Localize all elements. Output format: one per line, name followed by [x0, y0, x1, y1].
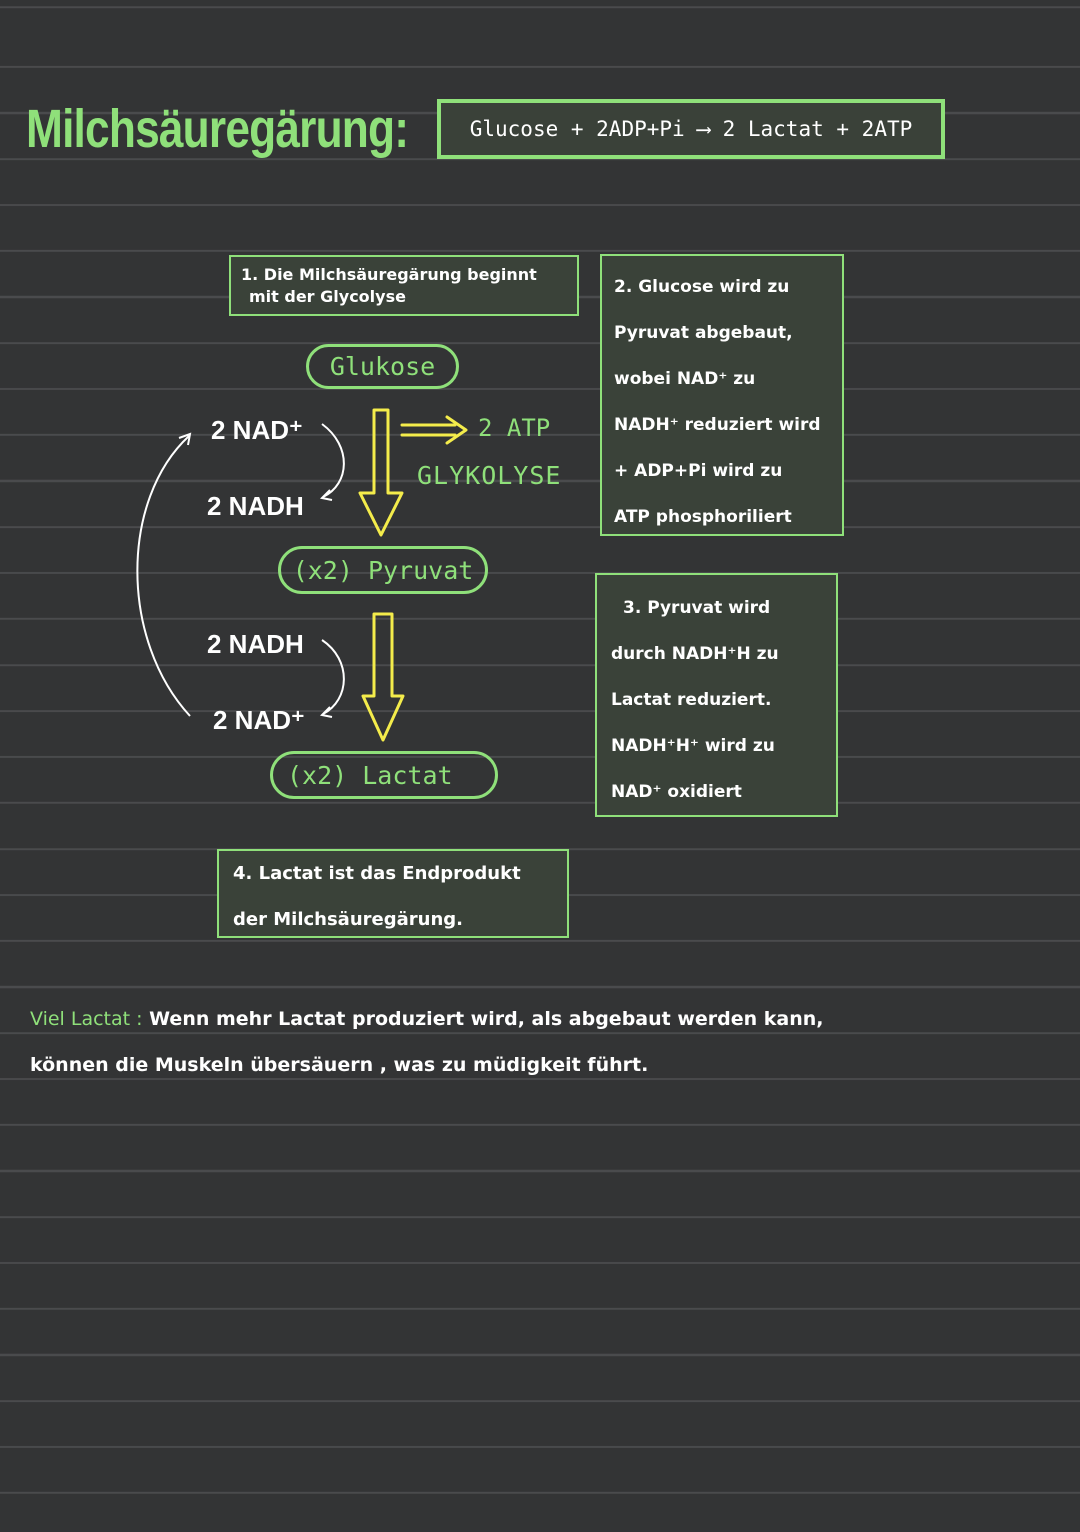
note-line-1 [30, 996, 1050, 1042]
step-3-line-1: 3. Pyruvat wird [623, 598, 771, 618]
nad-curve-arrow-1 [322, 424, 344, 497]
note-section [30, 996, 1050, 1088]
step-2-line-4: NADH⁺ reduziert wird [614, 415, 821, 435]
step-3-line-5: NAD⁺ oxidiert [611, 782, 742, 802]
step-2-line-3: wobei NAD⁺ zu [614, 369, 756, 389]
step-1-line-2: mit der Glycolyse [249, 287, 406, 306]
step-2-line-6: ATP phosphoriliert [614, 507, 792, 527]
atp-label: 2 ATP [478, 414, 551, 442]
note-text-1: Wenn mehr Lactat produziert wird, als abgebaut werden kann, [149, 1008, 824, 1030]
nad-curve-arrow-2 [322, 640, 344, 714]
step-2-line-1: 2. Glucose wird zu [614, 277, 790, 297]
nad-bottom-label: 2 NAD⁺ [213, 705, 305, 735]
step-1-line-1: 1. Die Milchsäuregärung beginnt [241, 265, 537, 284]
nad-top-label: 2 NAD⁺ [211, 415, 303, 445]
glukose-node: Glukose [306, 344, 459, 389]
note-line-2: können die Muskeln übersäuern , was zu müdigkeit führt. [30, 1054, 649, 1076]
step-2-line-5: + ADP+Pi wird zu [614, 461, 783, 481]
note-label: Viel Lactat : [30, 1008, 143, 1030]
nad-recycle-arc [137, 436, 190, 716]
glykolyse-label: GLYKOLYSE [417, 461, 562, 490]
step-4-line-2: der Milchsäuregärung. [233, 909, 463, 930]
step-3-line-4: NADH⁺H⁺ wird zu [611, 736, 775, 756]
step-2-line-2: Pyruvat abgebaut, [614, 323, 793, 343]
step-3-line-2: durch NADH⁺H zu [611, 644, 779, 664]
nadh-bottom-label: 2 NADH [207, 629, 304, 659]
nadh-top-label: 2 NADH [207, 491, 304, 521]
yellow-down-arrow-2 [363, 614, 403, 740]
pyruvat-node: (x2) Pyruvat [278, 546, 488, 594]
yellow-down-arrow-1 [360, 410, 402, 535]
lactat-node: (x2) Lactat [270, 751, 498, 799]
step-4-line-1: 4. Lactat ist das Endprodukt [233, 863, 521, 884]
reaction-equation: Glucose + 2ADP+Pi ⟶ 2 Lactat + 2ATP [437, 99, 945, 159]
step-3-line-3: Lactat reduziert. [611, 690, 772, 710]
page-title: Milchsäuregärung: [26, 99, 409, 159]
atp-double-arrow [402, 417, 466, 443]
